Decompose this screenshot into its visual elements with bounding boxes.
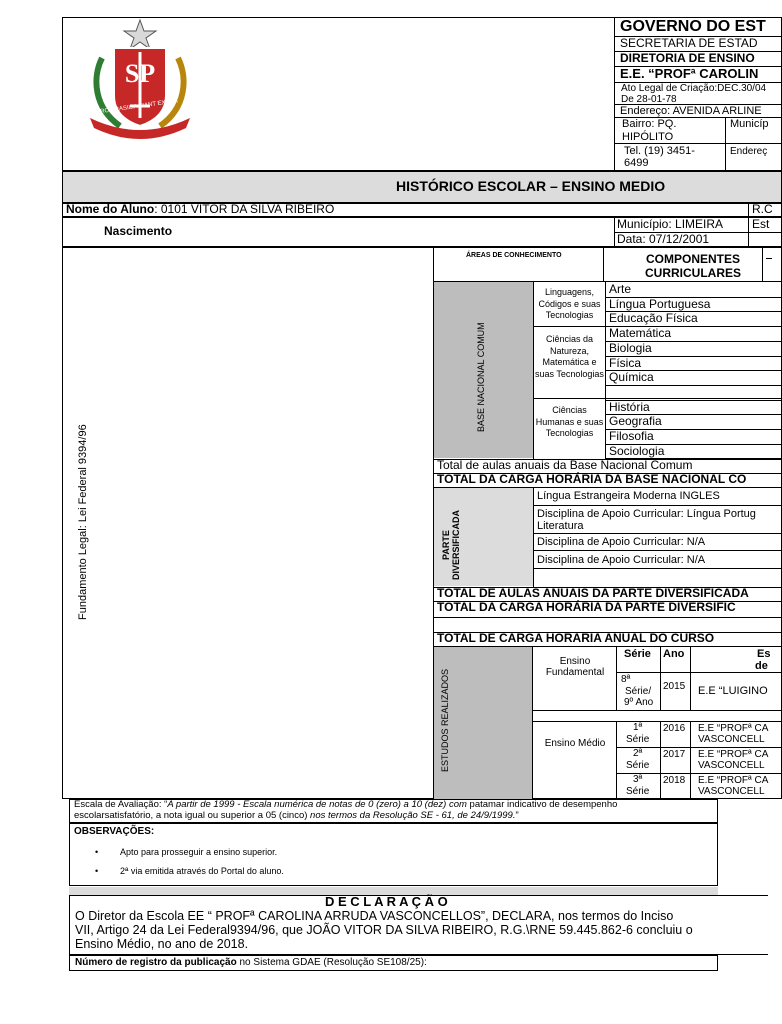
grid-line [532, 646, 533, 799]
row-medio1-escola: E.E “PROFª CA [698, 723, 769, 734]
escala-line-2 [74, 811, 519, 821]
grid-line [660, 721, 661, 799]
birth-municipio: Município: LIMEIRA [617, 217, 724, 231]
row-medio2-escola: E.E “PROFª CA [698, 749, 769, 760]
bairro: Bairro: PQ. [622, 118, 677, 130]
declaracao-line-3: Ensino Médio, no ano de 2018. [75, 937, 249, 951]
subject-row: Sociologia [609, 443, 665, 458]
student-name-label: Nome do Aluno [66, 202, 155, 216]
parte-label: PARTE [441, 530, 451, 560]
declaracao-line-1: O Diretor da Escola EE “ PROFª CAROLINA ARRUDA VASCONCELLOS”, DECLARA, nos termos do Inciso [75, 909, 674, 923]
subject-row: Biologia [609, 340, 652, 355]
registro-label: Número de registro da publicação [75, 957, 237, 968]
escola-name: E.E. “PROFª CAROLIN [620, 66, 759, 81]
bairro-name: HIPÓLITO [622, 131, 674, 143]
row-medio3-escola-2: VASCONCELL [698, 786, 765, 797]
birth-date: Data: 07/12/2001 [617, 232, 710, 246]
grid-line [533, 533, 782, 534]
estudos-label: ESTUDOS REALIZADOS [440, 668, 450, 772]
escala-prefix: Escala de Avaliação: “ [74, 799, 168, 810]
declaracao-title: D E C L A R A Ç Ã O [325, 894, 448, 909]
parte-item-apoio-na-1: Disciplina de Apoio Curricular: N/A [537, 536, 706, 548]
componentes-header-2: CURRICULARES [645, 266, 741, 280]
total-carga-pd: TOTAL DA CARGA HORÁRIA DA PARTE DIVERSIFIC [437, 600, 736, 614]
ensino-fundamental-label: Ensino Fundamental [545, 656, 605, 678]
total-carga-bnc: TOTAL DA CARGA HORÁRIA DA BASE NACIONAL CO [437, 472, 747, 486]
parte-item-literatura: Literatura [537, 520, 584, 532]
row-medio2-escola-2: VASCONCELL [698, 760, 765, 771]
row-medio2-serie-2: Série [626, 760, 650, 771]
parte-label-2: DIVERSIFICADA [451, 509, 461, 580]
header-divider [614, 17, 615, 171]
parte-item-ingles: Língua Estrangeira Moderna INGLES [537, 490, 720, 502]
grid-line [616, 672, 782, 673]
col-serie: Série [624, 648, 651, 660]
escala-normal: patamar indicativo de desempenho [466, 799, 618, 810]
svg-text:SP: SP [124, 59, 156, 88]
row-medio3-serie-2: Série [626, 786, 650, 797]
row-fund-ano: 2015 [663, 681, 686, 692]
body-frame [62, 247, 782, 799]
componentes-header: COMPONENTES [646, 252, 741, 266]
grid-line [762, 247, 763, 281]
escala-suffix: ” [515, 810, 519, 821]
areas-header: ÁREAS DE CONHECIMENTO [466, 252, 562, 259]
escala-italic: A partir de 1999 - Escala numérica de notas de 0 (zero) a 10 (dez) com [167, 799, 467, 810]
observacao-item: • Apto para prosseguir a ensino superior. [120, 848, 277, 858]
grid-line [533, 505, 782, 506]
grid-line [766, 258, 772, 259]
birth-estado: Est [752, 217, 770, 231]
row-fund-escola: E.E “LUIGINO [698, 685, 768, 697]
total-aulas-bnc: Total de aulas anuais da Base Nacional Comum [437, 458, 693, 472]
grid-line [690, 646, 691, 710]
subject-row-line [605, 385, 782, 386]
rg-label: R.C [752, 202, 773, 216]
escala-line2-normal: escolarsatisfatório, a nota igual ou superior a 05 (cinco) [74, 810, 311, 821]
telefone: Tel. (19) 3451- [624, 145, 695, 157]
grid-line [690, 721, 691, 799]
endereco-label-2: Endereç [730, 146, 768, 157]
parte-item-apoio-lp: Disciplina de Apoio Curricular: Língua Portug [537, 508, 756, 520]
header-divider [725, 117, 726, 171]
col-ano: Ano [663, 648, 685, 660]
ato-legal-date: De 28-01-78 [621, 94, 677, 105]
row-medio3-ano: 2018 [663, 775, 686, 786]
total-aulas-pd: TOTAL DE AULAS ANUAIS DA PARTE DIVERSIFICADA [437, 586, 749, 600]
area-linguagens: Linguagens, Códigos e suas Tecnologias [538, 287, 601, 321]
nascimento-label: Nascimento [104, 224, 173, 238]
endereco: Endereço: AVENIDA ARLINE [620, 105, 762, 117]
subject-row: História [609, 399, 650, 414]
row-medio1-ano: 2016 [663, 723, 686, 734]
grid-line [533, 487, 534, 587]
escala-line2-italic: nos termos da Resolução SE - 61, de 24/9/1999. [310, 810, 516, 821]
area-ciencias-humanas: Ciências Humanas e suas Tecnologias [535, 405, 604, 439]
ato-legal: Ato Legal de Criação:DEC.30/04 [621, 83, 767, 94]
col-escola-2: de [755, 660, 768, 672]
gov-title: GOVERNO DO EST [620, 18, 766, 35]
municipio-label: Municíp [730, 118, 769, 130]
grid-line [433, 617, 782, 618]
ensino-medio-label: Ensino Médio [544, 738, 606, 749]
header-line [614, 143, 782, 144]
grid-line [533, 550, 782, 551]
student-name-value: : 0101 VITOR DA SILVA RIBEIRO [154, 202, 335, 216]
escala-line-1 [74, 800, 617, 810]
grid-line [616, 721, 617, 799]
registro-text: no Sistema GDAE (Resolução SE108/25): [236, 957, 427, 968]
declaracao-line-2: VII, Artigo 24 da Lei Federal9394/96, que JOÃO VITOR DA SILVA RIBEIRO, R.G.\RNE 59.445.862-6 concluiu o [75, 923, 693, 937]
telefone-cont: 6499 [624, 157, 649, 169]
base-nacional-label: BASE NACIONAL COMUM [476, 322, 486, 432]
parte-item-apoio-na-2: Disciplina de Apoio Curricular: N/A [537, 554, 706, 566]
row-medio1-escola-2: VASCONCELL [698, 734, 765, 745]
row-fund-serie: 8ª [621, 674, 631, 685]
subject-row: Matemática [609, 326, 672, 341]
row-medio1-serie: 1ª [633, 722, 643, 733]
row-medio1-serie-2: Série [626, 734, 650, 745]
row-medio3-serie: 3ª [633, 774, 643, 785]
student-name [66, 203, 334, 216]
grid-line [603, 247, 604, 281]
col-escola: Es [757, 648, 771, 660]
grid-line [660, 646, 661, 710]
fundamento-legal: Fundamento Legal: Lei Federal 9394/96 [77, 424, 89, 620]
grid-line [533, 568, 782, 569]
registro-publicacao [75, 957, 427, 968]
row-medio2-serie: 2ª [633, 748, 643, 759]
observacoes-label: OBSERVAÇÕES: [74, 826, 155, 837]
total-carga-curso: TOTAL DE CARGA HORARIA ANUAL DO CURSO [437, 631, 715, 645]
secretaria: SECRETARIA DE ESTAD [620, 36, 758, 50]
subject-row: Arte [609, 282, 632, 296]
area-ciencias-natureza: Ciências da Natureza, Matemática e suas Tecnologias [535, 334, 604, 380]
diretoria: DIRETORIA DE ENSINO [620, 51, 755, 65]
row-medio2-ano: 2017 [663, 749, 686, 760]
seal-motto: PRO BRASILIA FIANT EXIMIA [95, 98, 179, 116]
row-medio3-escola: E.E “PROFª CA [698, 775, 769, 786]
subject-row: Filosofia [609, 429, 654, 443]
grid-line [532, 721, 782, 722]
row-fund-serie-2: Série/ [625, 686, 652, 697]
observacao-item: • 2ª via emitida através do Portal do aluno. [120, 867, 284, 877]
row-fund-serie-3: 9º Ano [624, 697, 654, 708]
page-title: HISTÓRICO ESCOLAR – ENSINO MEDIO [396, 178, 666, 194]
subject-row: Química [609, 370, 654, 385]
subject-row: Língua Portuguesa [609, 296, 711, 311]
subject-row: Física [609, 355, 642, 370]
grid-line [616, 646, 617, 710]
subject-row: Educação Física [609, 311, 698, 326]
grid-line [532, 710, 782, 711]
sao-paulo-coat-of-arms-logo [80, 18, 200, 138]
subject-row: Geografia [609, 414, 662, 429]
